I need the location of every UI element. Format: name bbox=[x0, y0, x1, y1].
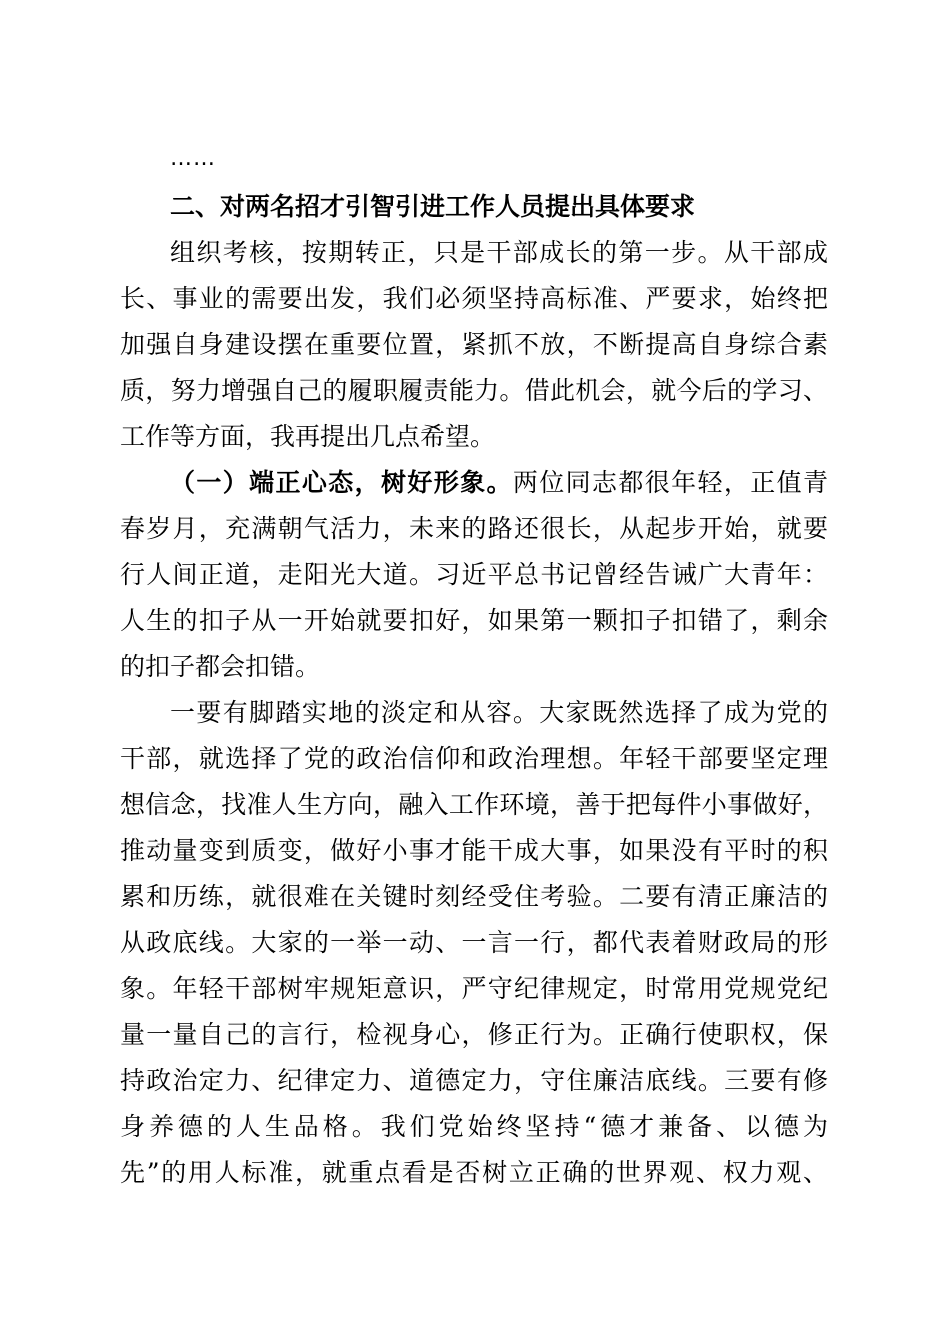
paragraph3-line: 干部，就选择了党的政治信仰和政治理想。年轻干部要坚定理 bbox=[120, 744, 828, 773]
paragraph3-line: 想信念，找准人生方向，融入工作环境，善于把每件小事做好， bbox=[120, 790, 828, 819]
paragraph2-line: 的扣子都会扣错。 bbox=[120, 652, 321, 681]
paragraph2-first-line bbox=[170, 468, 828, 498]
subheading-1: （一）端正心态，树好形象。 bbox=[170, 468, 513, 497]
paragraph3-line: 先”的用人标准，就重点看是否树立正确的世界观、权力观、 bbox=[120, 1158, 828, 1187]
paragraph3-line: 身养德的人生品格。我们党始终坚持“德才兼备、以德为 bbox=[120, 1112, 828, 1141]
paragraph1-line: 工作等方面，我再提出几点希望。 bbox=[120, 422, 496, 451]
ellipsis: …… bbox=[170, 146, 216, 171]
paragraph3-line: 一要有脚踏实地的淡定和从容。大家既然选择了成为党的 bbox=[170, 698, 828, 727]
paragraph2-line: 行人间正道，走阳光大道。习近平总书记曾经告诫广大青年： bbox=[120, 560, 828, 589]
paragraph1-line: 长、事业的需要出发，我们必须坚持高标准、严要求，始终把 bbox=[120, 284, 828, 313]
paragraph2-line: 人生的扣子从一开始就要扣好，如果第一颗扣子扣错了，剩余 bbox=[120, 606, 828, 635]
paragraph3-line: 象。年轻干部树牢规矩意识，严守纪律规定，时常用党规党纪 bbox=[120, 974, 828, 1003]
paragraph1-line: 组织考核，按期转正，只是干部成长的第一步。从干部成 bbox=[170, 238, 828, 267]
paragraph3-line: 从政底线。大家的一举一动、一言一行，都代表着财政局的形 bbox=[120, 928, 828, 957]
paragraph2-line: 春岁月，充满朝气活力，未来的路还很长，从起步开始，就要 bbox=[120, 514, 828, 543]
paragraph1-line: 质，努力增强自己的履职履责能力。借此机会，就今后的学习、 bbox=[120, 376, 828, 405]
section-heading: 二、对两名招才引智引进工作人员提出具体要求 bbox=[170, 192, 696, 221]
paragraph3-line: 累和历练，就很难在关键时刻经受住考验。二要有清正廉洁的 bbox=[120, 882, 828, 911]
paragraph3-line: 推动量变到质变，做好小事才能干成大事，如果没有平时的积 bbox=[120, 836, 828, 865]
paragraph2-first-line-text: 两位同志都很年轻，正值青 bbox=[512, 468, 828, 497]
paragraph3-line: 量一量自己的言行，检视身心，修正行为。正确行使职权，保 bbox=[120, 1020, 828, 1049]
paragraph3-line: 持政治定力、纪律定力、道德定力，守住廉洁底线。三要有修 bbox=[120, 1066, 828, 1095]
paragraph1-line: 加强自身建设摆在重要位置，紧抓不放，不断提高自身综合素 bbox=[120, 330, 828, 359]
